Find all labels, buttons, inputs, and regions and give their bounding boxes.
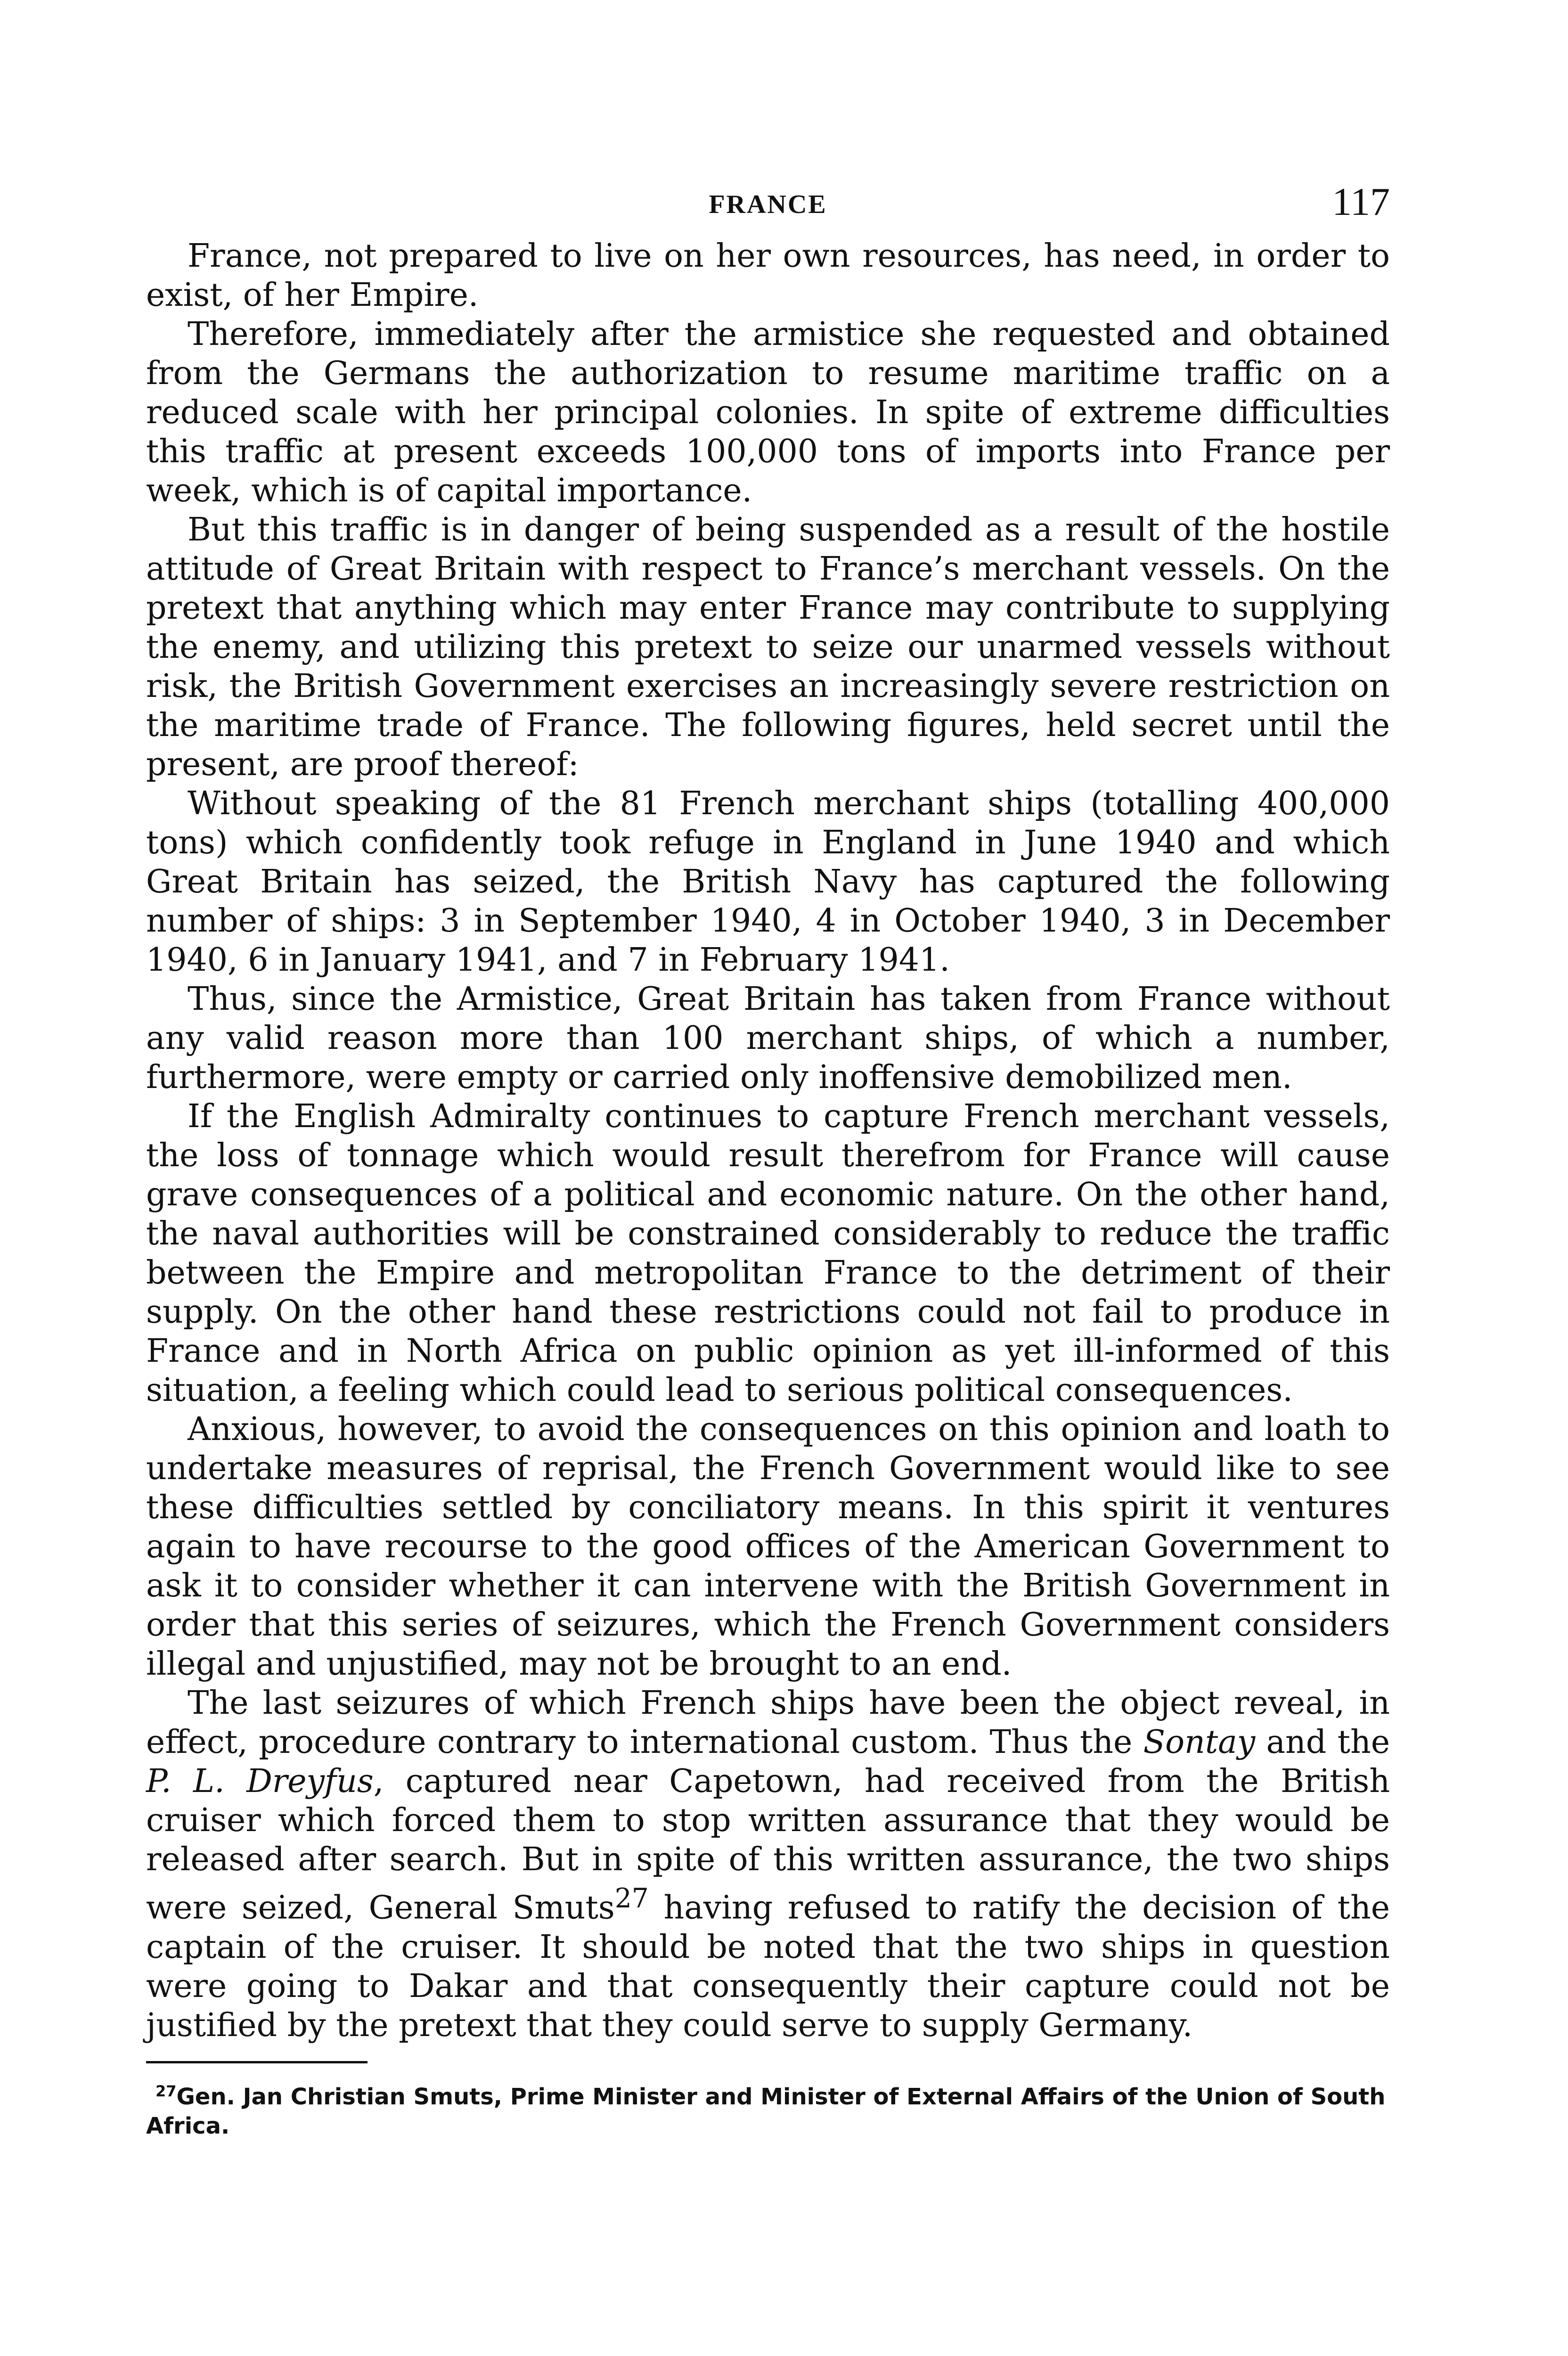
paragraph: France, not prepared to live on her own resources, has need, in order to exist, of her Empire. [146, 237, 1390, 314]
text-segment: having refused to ratify the decision of the captain of the cruiser. It should be noted that the two ships in question were going to Dakar and that consequently their capture could not be justified by the pretext that they could serve to supply Germany. [146, 1889, 1390, 2044]
page-number: 117 [1332, 180, 1390, 224]
paragraph: Without speaking of the 81 French merchant ships (totalling 400,000 tons) which confidently took refuge in England in June 1940 and which Great Britain has seized, the British Navy has captured the following number of ships: 3 in September 1940, 4 in October 1940, 3 in December 1940, 6 in January 1941, and 7 in February 1941. [146, 785, 1390, 979]
paragraph: If the English Admiralty continues to capture French merchant vessels, the loss of tonnage which would result therefrom for France will cause grave consequences of a political and economic nature. On the other hand, the naval authorities will be constrained considerably to reduce the traffic between the Empire and metropolitan France to the detriment of their supply. On the other hand these restrictions could not fail to produce in France and in North Africa on public opinion as yet ill-informed of this situation, a feeling which could lead to serious political consequences. [146, 1098, 1390, 1409]
paragraph: But this traffic is in danger of being suspended as a result of the hostile attitude of Great Britain with respect to France’s merchant vessels. On the pretext that anything which may enter France may contribute to supplying the enemy, and utilizing this pretext to seize our unarmed vessels without risk, the British Government exercises an increasingly severe restriction on the maritime trade of France. The following figures, held secret until the present, are proof thereof: [146, 511, 1390, 783]
page-content [146, 179, 1390, 2141]
ship-name: Sontay [1143, 1724, 1256, 1761]
body-text [146, 237, 1390, 2045]
text-segment: , captured near Capetown, had received from the British cruiser which forced them to stop written assurance that they would be released after search. But in spite of this written assurance, the two ships were seized, General Smuts [146, 1763, 1390, 1927]
footnote-marker: 27 [155, 2082, 177, 2100]
text-segment: and the [1255, 1724, 1390, 1761]
footnote-divider [146, 2061, 368, 2063]
running-header [146, 179, 1390, 231]
ship-name: P. L. Dreyfus [146, 1763, 374, 1800]
footnote-text: Gen. Jan Christian Smuts, Prime Minister and Minister of External Affairs of the Union of South Africa. [146, 2083, 1386, 2139]
footnote [146, 2082, 1390, 2141]
text-segment: The last seizures of which French ships have been the object reveal, in effect, procedure contrary to international custom. Thus the [146, 1685, 1390, 1761]
paragraph-last [146, 1684, 1390, 2045]
paragraph: Thus, since the Armistice, Great Britain has taken from France without any valid reason more than 100 merchant ships, of which a number, furthermore, were empty or carried only inoffensive demobilized men. [146, 981, 1390, 1096]
paragraph: Anxious, however, to avoid the consequences on this opinion and loath to undertake measures of reprisal, the French Government would like to see these difficulties settled by conciliatory means. In this spirit it ventures again to have recourse to the good offices of the American Government to ask it to consider whether it can intervene with the British Government in order that this series of seizures, which the French Government considers illegal and unjustified, may not be brought to an end. [146, 1411, 1390, 1683]
paragraph: Therefore, immediately after the armistice she requested and obtained from the Germans the authorization to resume maritime traffic on a reduced scale with her principal colonies. In spite of extreme difficulties this traffic at present exceeds 100,000 tons of imports into France per week, which is of capital importance. [146, 316, 1390, 509]
running-title: FRANCE [709, 190, 827, 219]
footnote-reference: 27 [614, 1883, 649, 1914]
